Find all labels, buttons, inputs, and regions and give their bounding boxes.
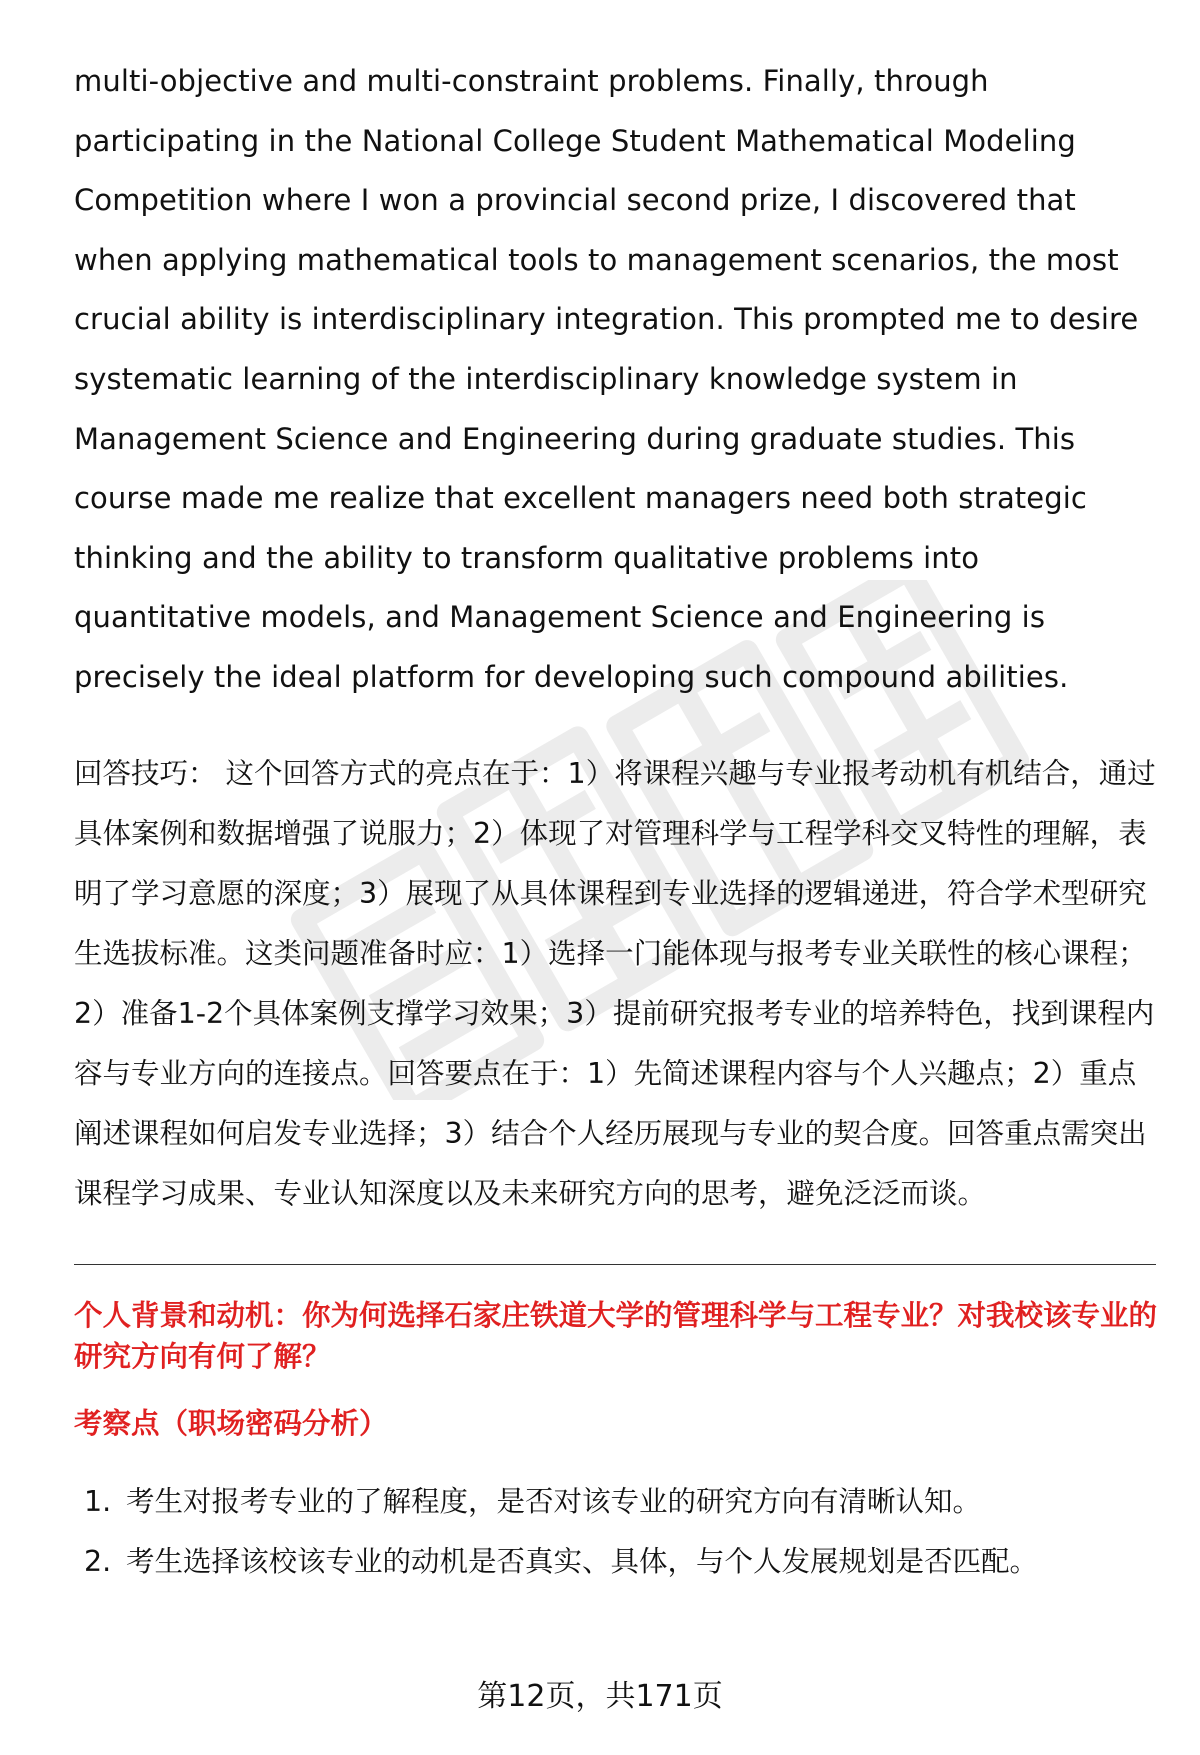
assessment-points-list (74, 1472, 1160, 1592)
list-item-text: 考生对报考专业的了解程度，是否对该专业的研究方向有清晰认知。 (126, 1484, 982, 1518)
list-item-number: 2. (84, 1544, 112, 1578)
list-item (74, 1472, 1160, 1532)
interview-question: 个人背景和动机：你为何选择石家庄铁道大学的管理科学与工程专业？对我校该专业的研究方向有何了解？ (74, 1298, 1158, 1373)
list-item (74, 1532, 1160, 1592)
list-item-number: 1. (84, 1484, 112, 1518)
section-divider (74, 1264, 1156, 1265)
content-area (74, 52, 1160, 1592)
answer-tips-paragraph: 回答技巧： 这个回答方式的亮点在于：1）将课程兴趣与专业报考动机有机结合，通过具体案例和数据增强了说服力；2）体现了对管理科学与工程学科交叉特性的理解，表明了学习意愿的深度；3）展现了从具体课程到专业选择的逻辑递进，符合学术型研究生选拔标准。这类问题准备时应：1）选择一门能体现与报考专业关联性的核心课程；2）准备1-2个具体案例支撑学习效果；3）提前研究报考专业的培养特色，找到课程内容与专业方向的连接点。回答要点在于：1）先简述课程内容与个人兴趣点；2）重点阐述课程如何启发专业选择；3）结合个人经历展现与专业的契合度。回答重点需突出课程学习成果、专业认知深度以及未来研究方向的思考，避免泛泛而谈。 (74, 756, 1156, 1210)
assessment-points-heading: 考察点（职场密码分析） (74, 1406, 388, 1440)
english-answer-paragraph: multi-objective and multi-constraint problems. Finally, through participating in the National College Student Mathematical Modeling Competition where I won a provincial second prize, I discovered that when applying mathematical tools to management scenarios, the most crucial ability is interdisciplinary integration. This prompted me to desire systematic learning of the interdisciplinary knowledge system in Management Science and Engineering during graduate studies. This course made me realize that excellent managers need both strategic thinking and the ability to transform qualitative problems into quantitative models, and Management Science and Engineering is precisely the ideal platform for developing such compound abilities. (74, 64, 1139, 694)
list-item-text: 考生选择该校该专业的动机是否真实、具体，与个人发展规划是否匹配。 (126, 1544, 1039, 1578)
page-number-footer: 第12页，共171页 (477, 1679, 723, 1714)
